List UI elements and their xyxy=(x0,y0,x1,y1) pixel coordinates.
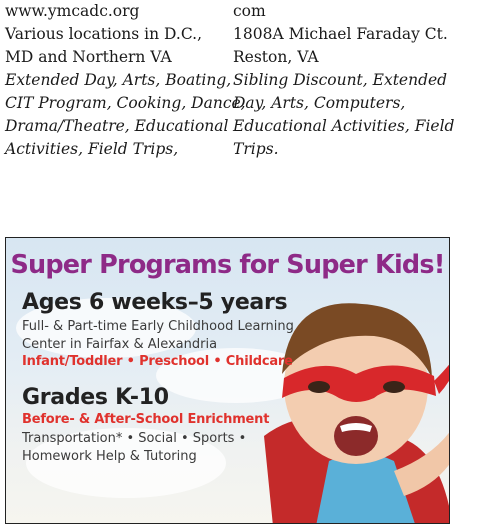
listing-activities-2: CIT Program, Cooking, Dance, xyxy=(5,94,246,112)
listing-activities: Sibling Discount, Extended xyxy=(233,71,448,89)
listing-address: 1808A Michael Faraday Ct. xyxy=(233,25,448,43)
listing-url[interactable]: www.ymcadc.org xyxy=(5,2,140,20)
ad-headline: Super Programs for Super Kids! xyxy=(10,250,445,280)
listing-left xyxy=(5,0,246,161)
grades-section-title: Grades K-10 xyxy=(22,385,169,410)
listing-city: Reston, VA xyxy=(233,48,319,66)
listing-locations: Various locations in D.C., xyxy=(5,25,202,43)
listing-right xyxy=(233,0,454,161)
infant-section-text: Full- & Part-time Early Childhood Learning xyxy=(22,319,294,334)
listing-activities-2: Day, Arts, Computers, xyxy=(233,94,406,112)
infant-programs: Infant/Toddler • Preschool • Childcare xyxy=(22,354,293,369)
listing-activities-4: Activities, Field Trips, xyxy=(5,140,179,158)
listing-activities: Extended Day, Arts, Boating, xyxy=(5,71,232,89)
infant-section-text-2: Center in Fairfax & Alexandria xyxy=(22,337,218,352)
enrichment-heading: Before- & After-School Enrichment xyxy=(22,412,270,427)
listing-activities-4: Trips. xyxy=(233,140,279,158)
grades-section-text-2: Homework Help & Tutoring xyxy=(22,449,197,464)
listing-activities-3: Drama/Theatre, Educational xyxy=(5,117,229,135)
infant-section-title: Ages 6 weeks–5 years xyxy=(22,290,288,315)
listing-locations-2: MD and Northern VA xyxy=(5,48,172,66)
listing-url-tail[interactable]: com xyxy=(233,2,266,20)
advertisement[interactable] xyxy=(5,237,450,524)
listing-activities-3: Educational Activities, Field xyxy=(233,117,455,135)
grades-section-text: Transportation* • Social • Sports • xyxy=(22,431,247,446)
